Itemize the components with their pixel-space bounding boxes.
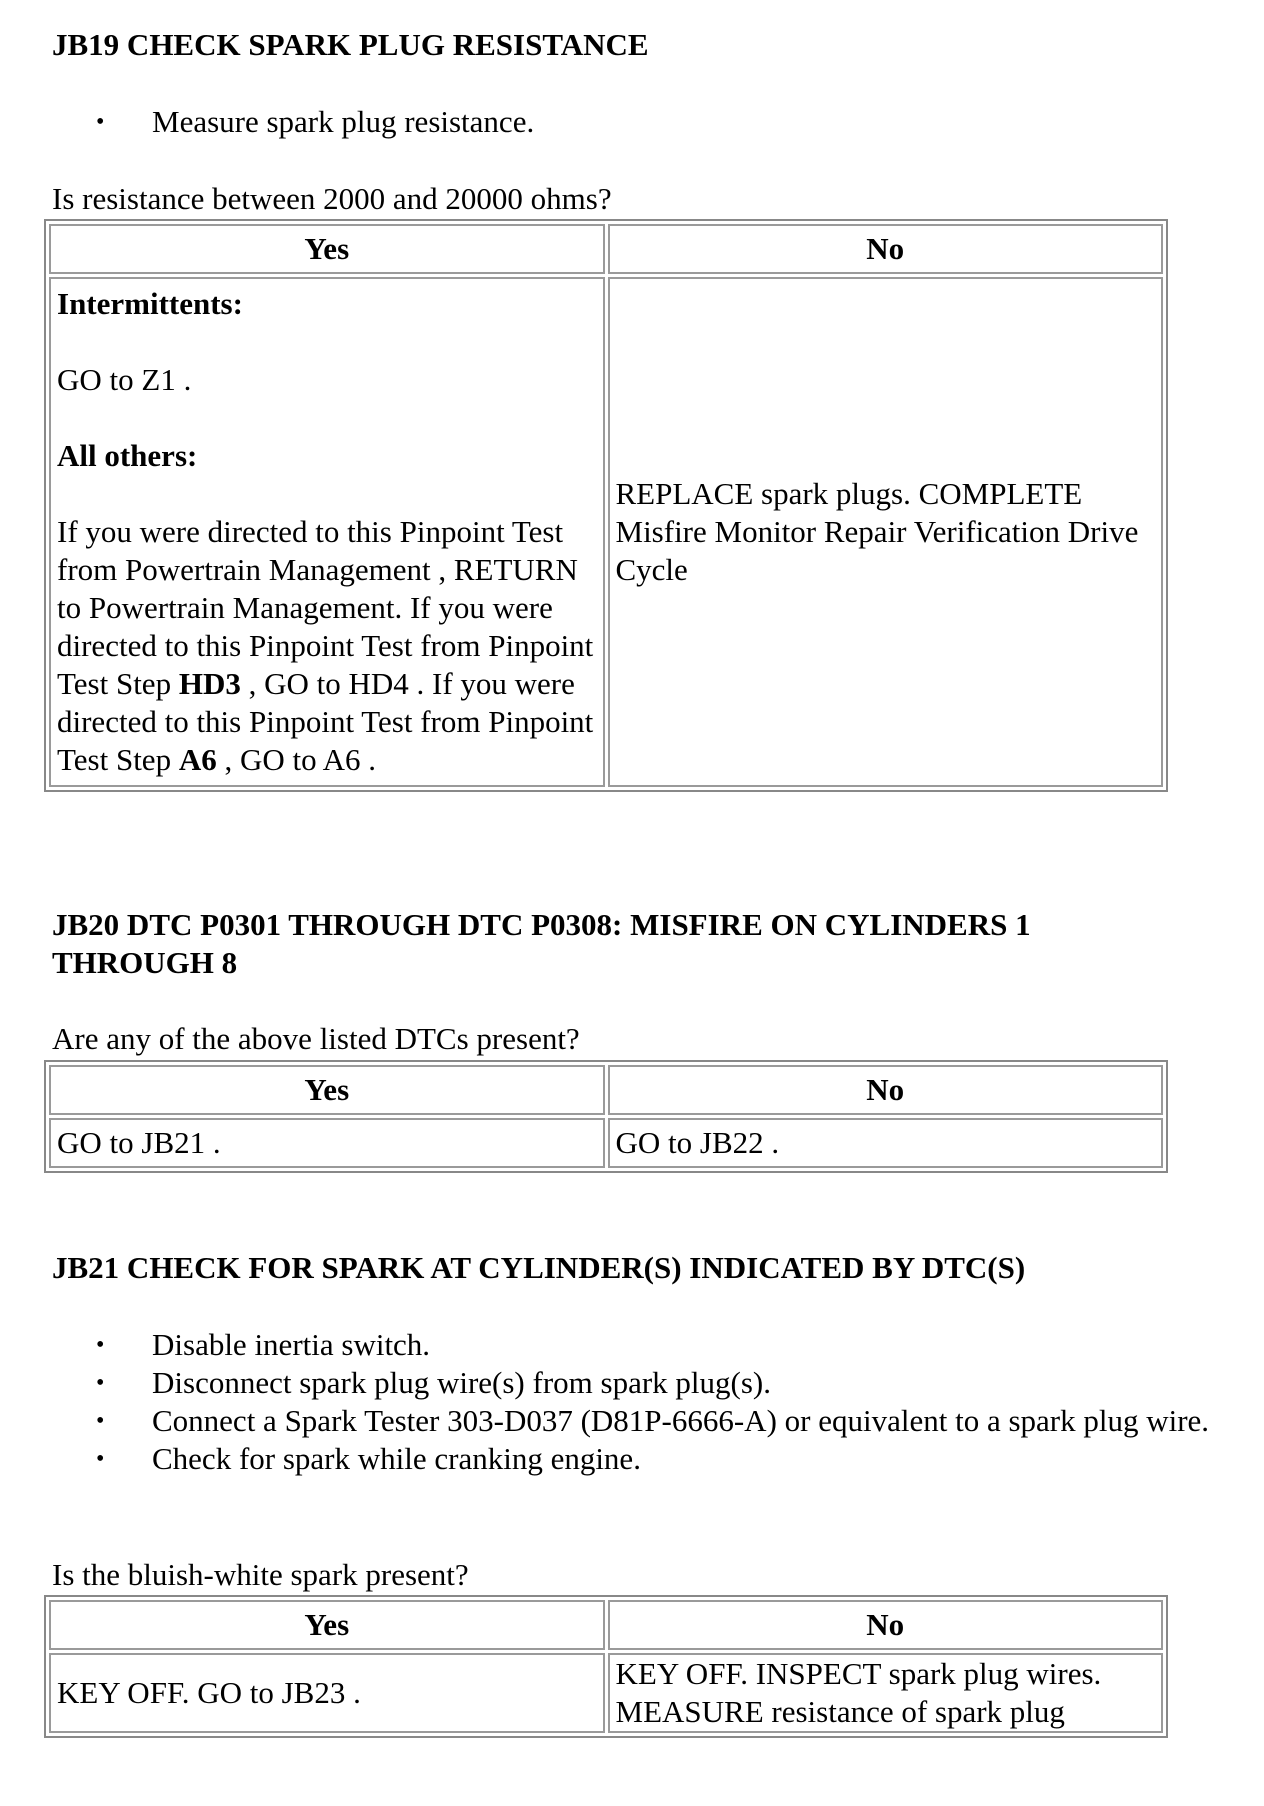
- all-others-label: All others:: [57, 438, 198, 473]
- jb21-question: Is the bluish-white spark present?: [52, 1557, 469, 1592]
- list-item: • Check for spark while cranking engine.: [96, 1440, 1226, 1478]
- yes-cell: [49, 277, 605, 787]
- no-header: No: [608, 1065, 1164, 1115]
- jb19-question: Is resistance between 2000 and 20000 ohms?: [52, 181, 612, 216]
- instructions-text-3: , GO to A6 .: [216, 742, 377, 777]
- no-header: No: [608, 1600, 1164, 1650]
- no-cell: REPLACE spark plugs. COMPLETE Misfire Monitor Repair Verification Drive Cycle: [608, 277, 1164, 787]
- no-cell: GO to JB22 .: [608, 1118, 1164, 1168]
- no-header: No: [608, 224, 1164, 274]
- jb19-bullet-list: [96, 103, 1226, 141]
- list-item: • Measure spark plug resistance.: [96, 103, 1226, 141]
- yes-cell: KEY OFF. GO to JB23 .: [49, 1653, 605, 1733]
- jb20-heading: JB20 DTC P0301 THROUGH DTC P0308: MISFIRE ON CYLINDERS 1 THROUGH 8: [52, 907, 1031, 980]
- yes-header: Yes: [49, 1065, 605, 1115]
- instructions-text-1: If you were directed to this Pinpoint Test from Powertrain Management , RETURN to Powertrain Management. If you were directed to this Pinpoint Test from Pinpoint Test Step: [57, 514, 594, 701]
- jb20-yes-no-table: [44, 1060, 1168, 1173]
- no-cell: KEY OFF. INSPECT spark plug wires. MEASURE resistance of spark plug: [608, 1653, 1164, 1733]
- instructions-text-2: , GO to HD4 . If you were directed to this Pinpoint Test from Pinpoint Test Step: [57, 666, 594, 777]
- jb21-heading: JB21 CHECK FOR SPARK AT CYLINDER(S) INDICATED BY DTC(S): [52, 1250, 1026, 1285]
- list-item: • Disconnect spark plug wire(s) from spark plug(s).: [96, 1364, 1226, 1402]
- yes-header: Yes: [49, 1600, 605, 1650]
- jb20-question: Are any of the above listed DTCs present?: [52, 1021, 580, 1056]
- all-others-instructions: [57, 513, 597, 779]
- list-item: • Disable inertia switch.: [96, 1326, 1226, 1364]
- jb19-heading: JB19 CHECK SPARK PLUG RESISTANCE: [52, 27, 649, 62]
- jb21-bullet-list: [96, 1326, 1226, 1478]
- jb21-yes-no-table: [44, 1595, 1168, 1738]
- yes-header: Yes: [49, 224, 605, 274]
- intermittents-label: Intermittents:: [57, 286, 243, 321]
- yes-cell: GO to JB21 .: [49, 1118, 605, 1168]
- jb19-yes-no-table: [44, 219, 1168, 792]
- step-ref-a6: A6: [178, 742, 217, 777]
- intermittents-action: GO to Z1 .: [57, 362, 192, 397]
- step-ref-hd3: HD3: [178, 666, 241, 701]
- list-item: • Connect a Spark Tester 303-D037 (D81P-6666-A) or equivalent to a spark plug wire.: [96, 1402, 1226, 1440]
